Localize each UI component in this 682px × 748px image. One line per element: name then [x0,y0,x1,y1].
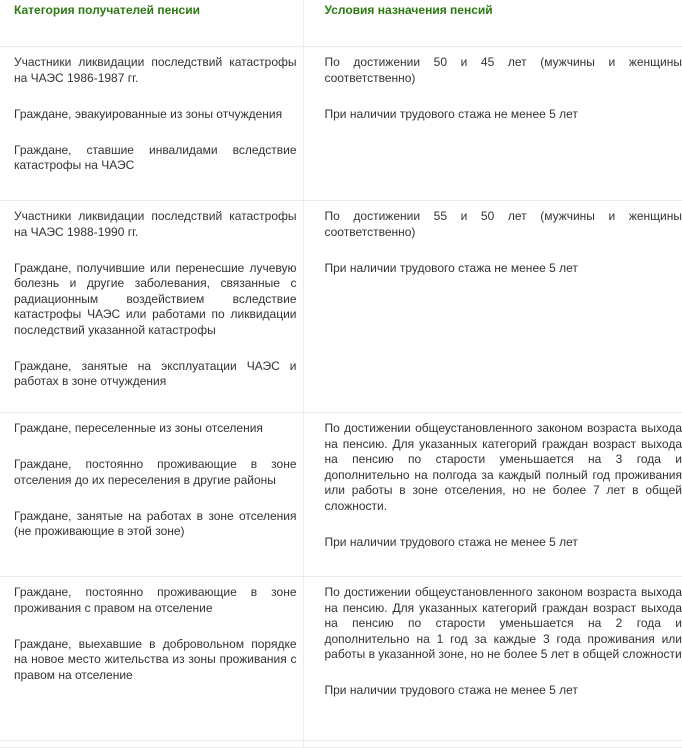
condition-item: По достижении общеустановленного законом возраста выхода на пенсию. Для указанных категорий граждан возраст выхода на пенсию по старости уменьшается на 2 года и дополнительно на 1 год за каждые 3 года проживания или работы в указанной зоне, но не более 5 лет в общей сложности [325,585,682,663]
category-cell [0,47,303,201]
conditions-cell [303,201,682,413]
column-header-conditions: Условия назначения пенсий [303,0,682,47]
category-cell [0,577,303,741]
table-row [0,201,682,413]
conditions-cell [303,413,682,577]
condition-item: При наличии трудового стажа не менее 5 лет [325,261,682,277]
condition-item: По достижении 55 и 50 лет (мужчины и женщины соответственно) [325,209,682,240]
category-item: Граждане, переселенные из зоны отселения [14,421,297,437]
table-row [0,413,682,577]
category-item: Граждане, ставшие инвалидами вследствие катастрофы на ЧАЭС [14,143,297,174]
category-item: Граждане, получившие или перенесшие лучевую болезнь и другие заболевания, связанные с радиационным воздействием вследствие катастрофы ЧАЭС или работами по ликвидации последствий указанной катастрофы [14,261,297,339]
condition-item: По достижении 50 и 45 лет (мужчины и женщины соответственно) [325,55,682,86]
conditions-cell [303,577,682,741]
condition-item: При наличии трудового стажа не менее 5 лет [325,107,682,123]
table-header-row [0,0,682,47]
condition-item: По достижении общеустановленного законом возраста выхода на пенсию. Для указанных категорий граждан возраст выхода на пенсию по старости уменьшается на 3 года и дополнительно на полгода за каждый полный год проживания или работы в зоне отселения, но не более 7 лет в общей сложности. [325,421,682,514]
table-row [0,577,682,741]
category-item: Граждане, занятые на работах в зоне отселения (не проживающие в этой зоне) [14,509,297,540]
conditions-cell [303,47,682,201]
category-item: Граждане, эвакуированные из зоны отчуждения [14,107,297,123]
category-cell [0,413,303,577]
category-item: Граждане, постоянно проживающие в зоне проживания с правом на отселение [14,585,297,616]
empty-cell [303,741,682,748]
column-header-category: Категория получателей пенсии [0,0,303,47]
category-item: Участники ликвидации последствий катастрофы на ЧАЭС 1986-1987 гг. [14,55,297,86]
category-item: Граждане, занятые на эксплуатации ЧАЭС и работах в зоне отчуждения [14,359,297,390]
table-row-partial [0,741,682,748]
empty-cell [0,741,303,748]
condition-item: При наличии трудового стажа не менее 5 лет [325,683,682,699]
condition-item: При наличии трудового стажа не менее 5 лет [325,535,682,551]
category-cell [0,201,303,413]
table-row [0,47,682,201]
category-item: Граждане, постоянно проживающие в зоне отселения до их переселения в другие районы [14,457,297,488]
category-item: Участники ликвидации последствий катастрофы на ЧАЭС 1988-1990 гг. [14,209,297,240]
category-item: Граждане, выехавшие в добровольном порядке на новое место жительства из зоны проживания с правом на отселение [14,637,297,684]
